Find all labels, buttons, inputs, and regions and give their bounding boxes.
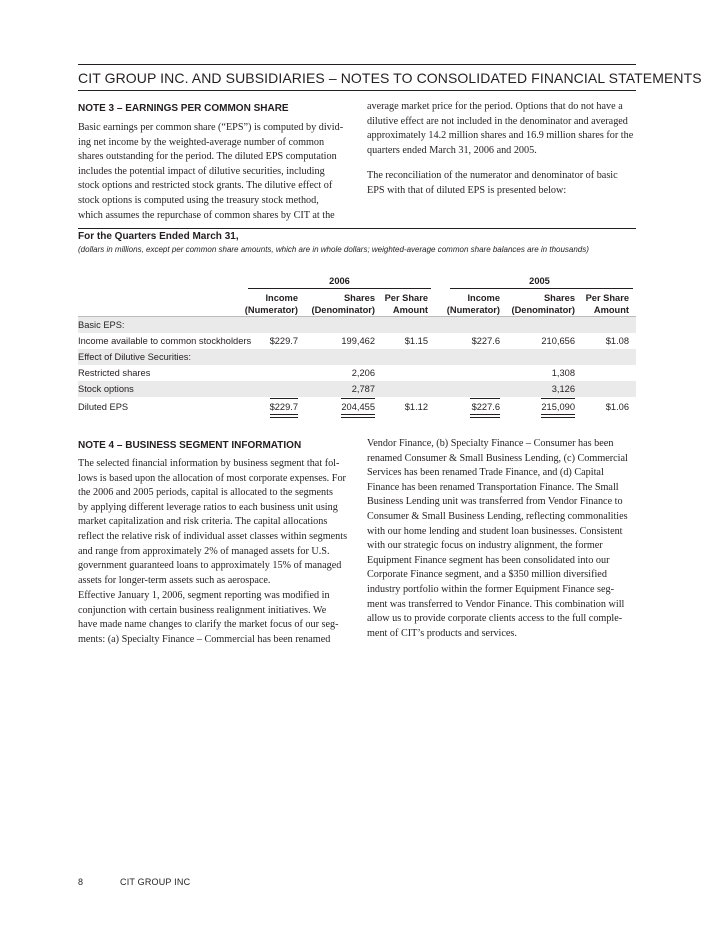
col-shares-header <box>500 292 575 316</box>
text-line: average market price for the period. Options that do not have a <box>367 101 623 112</box>
text-line: reflect the relative risk of individual asset classes within segments <box>78 530 348 542</box>
note3-left-paragraph <box>78 121 343 223</box>
header-bottom-rule <box>78 316 636 317</box>
cell-shares-2005: 215,090 <box>541 402 575 412</box>
text-line: ment of CIT’s products and services. <box>367 627 517 639</box>
text-line: government guaranteed loans to approximately 15% of managed <box>78 560 342 572</box>
subtotal-rule <box>470 398 500 399</box>
col-header-line: Per Share <box>384 293 428 303</box>
text-line: lows is based upon the allocation of most corporate expenses. For <box>78 472 346 484</box>
total-double-rule <box>541 414 575 418</box>
text-line: conjunction with certain business realignment initiatives. We <box>78 604 327 616</box>
col-header-line: Amount <box>593 305 629 315</box>
page-title: CIT GROUP INC. AND SUBSIDIARIES – NOTES TO CONSOLIDATED FINANCIAL STATEMENTS <box>78 70 702 86</box>
row-shade <box>78 317 636 333</box>
title-rule <box>78 90 636 91</box>
top-rule <box>78 64 636 65</box>
note4-heading: NOTE 4 – BUSINESS SEGMENT INFORMATION <box>78 440 302 451</box>
text-line: ing net income by the weighted-average number of common <box>78 136 325 148</box>
row-label: Restricted shares <box>78 368 151 378</box>
col-income-header <box>430 292 500 316</box>
note3-right-paragraph-1 <box>367 100 633 158</box>
col-header-line: Income <box>265 293 298 303</box>
text-line: Equipment Finance segment has been consolidated into our <box>367 554 610 566</box>
cell-shares-2006: 2,206 <box>351 368 375 378</box>
cell-income-2006: $229.7 <box>269 336 298 346</box>
text-line: stock options is computed using the treasury stock method, <box>78 194 319 206</box>
text-line: industry portfolio within the former Equipment Finance seg- <box>367 583 614 595</box>
page-number: 8 <box>78 877 84 887</box>
note3-right-paragraph-2 <box>367 169 618 198</box>
text-line: Services has been renamed Trade Finance, and (d) Capital <box>367 467 604 479</box>
text-line: Business Lending unit was transferred from Vendor Finance to <box>367 496 623 508</box>
text-line: Consumer & Small Business Lending, reflecting commonalities <box>367 510 628 522</box>
total-double-rule <box>270 414 298 418</box>
text-line: ments: (a) Specialty Finance – Commercial has been renamed <box>78 633 331 645</box>
col-header-line: (Numerator) <box>446 305 500 315</box>
cell-shares-2006: 199,462 <box>341 336 375 346</box>
note4-left-paragraph-1 <box>78 457 347 588</box>
text-line: Vendor Finance, (b) Specialty Finance – Consumer has been <box>367 438 614 449</box>
row-label: Income available to common stockholders <box>78 336 252 346</box>
col-shares-header <box>300 292 375 316</box>
total-double-rule <box>341 414 375 418</box>
cell-pershare-2006: $1.15 <box>404 336 428 346</box>
year-2005-rule <box>450 288 633 289</box>
col-header-line: Shares <box>543 293 575 303</box>
table-top-rule <box>78 228 636 229</box>
text-line: Finance has been renamed Transportation Finance. The Small <box>367 481 619 493</box>
row-label: Stock options <box>78 384 134 394</box>
text-line: renamed Consumer & Small Business Lending, (c) Commercial <box>367 452 628 464</box>
text-line: with our strategic focus on industry alignment, the former <box>367 540 603 552</box>
cell-income-2006: $229.7 <box>269 402 298 412</box>
cell-shares-2006: 204,455 <box>341 402 375 412</box>
text-line: have made name changes to clarify the market focus of our seg- <box>78 619 339 631</box>
text-line: includes the potential impact of dilutive securities, including <box>78 165 325 177</box>
row-label: Effect of Dilutive Securities: <box>78 352 191 362</box>
col-header-line: (Numerator) <box>244 305 298 315</box>
col-header-line: Income <box>467 293 500 303</box>
col-header-line: Amount <box>392 305 428 315</box>
col-income-header <box>230 292 298 316</box>
table-subtitle: (dollars in millions, except per common share amounts, which are in whole dollars; weighted-average common share balances are in thousands) <box>78 245 589 254</box>
text-line: stock options and restricted stock grants. The dilutive effect of <box>78 180 333 192</box>
text-line: with our home lending and student loan businesses. Consistent <box>367 525 623 537</box>
cell-shares-2005: 210,656 <box>541 336 575 346</box>
text-line: The selected financial information by business segment that fol- <box>78 458 340 469</box>
row-label: Diluted EPS <box>78 402 129 412</box>
table-title: For the Quarters Ended March 31, <box>78 231 239 242</box>
text-line: the 2006 and 2005 periods, capital is allocated to the segments <box>78 487 333 499</box>
text-line: EPS with that of diluted EPS is presented below: <box>367 184 567 196</box>
cell-income-2005: $227.6 <box>471 336 500 346</box>
cell-pershare-2006: $1.12 <box>404 402 428 412</box>
text-line: which assumes the repurchase of common shares by CIT at the <box>78 209 335 221</box>
text-line: and range from approximately 2% of managed assets for U.S. <box>78 545 330 557</box>
footer-company: CIT GROUP INC <box>120 877 191 887</box>
cell-shares-2005: 3,126 <box>551 384 575 394</box>
col-pershare-header <box>578 292 629 316</box>
text-line: Effective January 1, 2006, segment reporting was modified in <box>78 590 330 601</box>
col-header-line: Per Share <box>585 293 629 303</box>
text-line: assets for longer-term assets such as aerospace. <box>78 574 271 586</box>
note4-right-paragraph <box>367 437 628 641</box>
text-line: Corporate Finance segment, and a $350 million diversified <box>367 569 607 581</box>
text-line: The reconciliation of the numerator and denominator of basic <box>367 170 618 181</box>
col-header-line: (Denominator) <box>311 305 375 315</box>
cell-shares-2005: 1,308 <box>551 368 575 378</box>
note4-left-paragraph-2 <box>78 589 339 647</box>
text-line: quarters ended March 31, 2006 and 2005. <box>367 144 537 156</box>
col-header-line: Shares <box>343 293 375 303</box>
cell-income-2005: $227.6 <box>471 402 500 412</box>
text-line: allow us to provide corporate clients access to the full comple- <box>367 613 623 625</box>
year-2006-rule <box>248 288 431 289</box>
subtotal-rule <box>341 398 375 399</box>
col-header-line: (Denominator) <box>511 305 575 315</box>
year-2005-header: 2005 <box>529 276 550 286</box>
note3-heading: NOTE 3 – EARNINGS PER COMMON SHARE <box>78 103 289 114</box>
text-line: shares outstanding for the period. The diluted EPS computation <box>78 151 337 163</box>
text-line: market capitalization and risk criteria. The capital allocations <box>78 516 328 528</box>
cell-pershare-2005: $1.06 <box>605 402 629 412</box>
text-line: dilutive effect are not included in the denominator and averaged <box>367 115 628 127</box>
cell-pershare-2005: $1.08 <box>605 336 629 346</box>
total-double-rule <box>470 414 500 418</box>
col-pershare-header <box>378 292 428 316</box>
row-label: Basic EPS: <box>78 320 125 330</box>
text-line: ment was transferred to Vendor Finance. This combination will <box>367 598 625 610</box>
subtotal-rule <box>270 398 298 399</box>
year-2006-header: 2006 <box>329 276 350 286</box>
subtotal-rule <box>541 398 575 399</box>
cell-shares-2006: 2,787 <box>351 384 375 394</box>
text-line: approximately 14.2 million shares and 16.9 million shares for the <box>367 130 634 142</box>
text-line: Basic earnings per common share (“EPS”) is computed by divid- <box>78 122 344 133</box>
text-line: by applying different leverage ratios to each business unit using <box>78 501 338 513</box>
